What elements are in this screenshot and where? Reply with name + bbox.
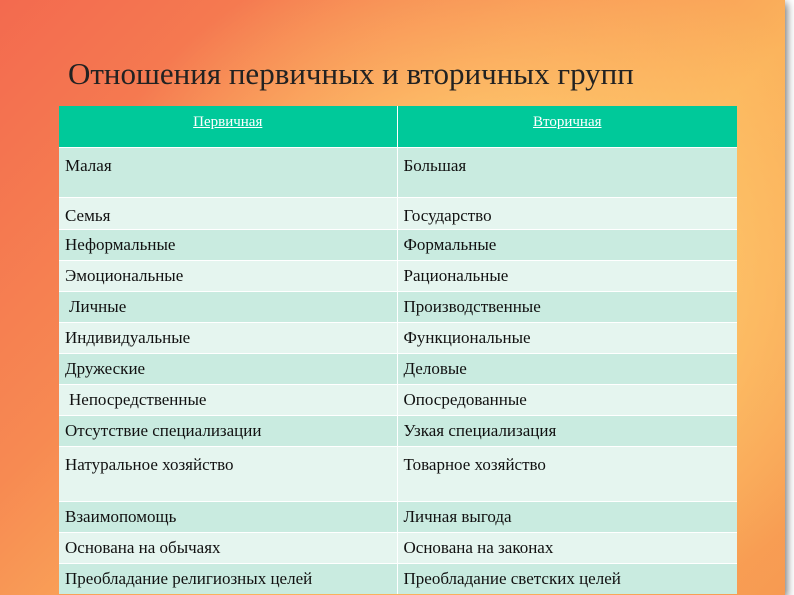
comparison-table — [59, 106, 737, 594]
cell-primary: Непосредственные — [59, 384, 397, 415]
cell-secondary: Формальные — [397, 229, 737, 260]
cell-primary: Семья — [59, 197, 397, 229]
table-row — [59, 229, 737, 260]
cell-secondary: Деловые — [397, 353, 737, 384]
cell-secondary: Опосредованные — [397, 384, 737, 415]
table-row — [59, 147, 737, 197]
cell-primary: Индивидуальные — [59, 322, 397, 353]
cell-primary: Отсутствие специализации — [59, 415, 397, 446]
cell-primary: Неформальные — [59, 229, 397, 260]
cell-secondary: Рациональные — [397, 260, 737, 291]
table-row — [59, 532, 737, 563]
cell-primary: Дружеские — [59, 353, 397, 384]
cell-secondary: Большая — [397, 147, 737, 197]
cell-secondary: Государство — [397, 197, 737, 229]
table-row — [59, 501, 737, 532]
table-row — [59, 260, 737, 291]
table-row — [59, 197, 737, 229]
cell-secondary: Личная выгода — [397, 501, 737, 532]
cell-primary: Взаимопомощь — [59, 501, 397, 532]
slide-title: Отношения первичных и вторичных групп — [68, 56, 634, 91]
table-row — [59, 446, 737, 501]
table-row — [59, 563, 737, 594]
table-row — [59, 415, 737, 446]
cell-primary: Натуральное хозяйство — [59, 446, 397, 501]
table-header-row — [59, 106, 737, 147]
cell-secondary: Товарное хозяйство — [397, 446, 737, 501]
cell-primary: Личные — [59, 291, 397, 322]
header-secondary: Вторичная — [397, 106, 737, 147]
table-row — [59, 322, 737, 353]
table-row — [59, 384, 737, 415]
cell-primary: Малая — [59, 147, 397, 197]
cell-primary: Основана на обычаях — [59, 532, 397, 563]
header-primary: Первичная — [59, 106, 397, 147]
cell-secondary: Производственные — [397, 291, 737, 322]
cell-secondary: Основана на законах — [397, 532, 737, 563]
cell-secondary: Преобладание светских целей — [397, 563, 737, 594]
cell-secondary: Функциональные — [397, 322, 737, 353]
cell-secondary: Узкая специализация — [397, 415, 737, 446]
cell-primary: Преобладание религиозных целей — [59, 563, 397, 594]
table-row — [59, 291, 737, 322]
table-row — [59, 353, 737, 384]
cell-primary: Эмоциональные — [59, 260, 397, 291]
